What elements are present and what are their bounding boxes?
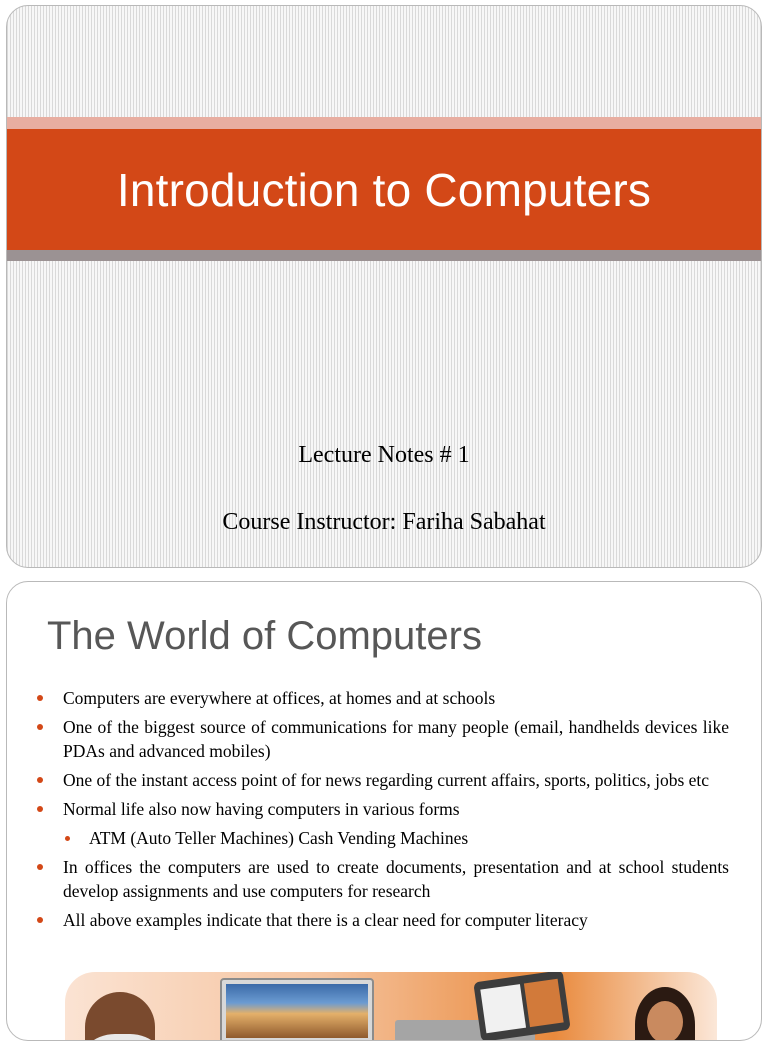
bullet-item: Computers are everywhere at offices, at homes and at schools — [33, 686, 729, 710]
lecture-notes-label: Lecture Notes # 1 — [298, 442, 470, 468]
content-slide — [6, 581, 762, 1041]
course-instructor-label: Course Instructor: Fariha Sabahat — [222, 509, 546, 535]
slide-heading: The World of Computers — [47, 614, 482, 658]
computers-illustration — [65, 972, 717, 1041]
desktop-monitor-icon — [220, 978, 374, 1041]
bullet-list — [33, 686, 729, 937]
bullet-item: One of the instant access point of for news regarding current affairs, sports, politics, jobs etc — [33, 768, 729, 792]
bullet-item: All above examples indicate that there is a clear need for computer literacy — [33, 908, 729, 932]
title-band-top-stripe — [7, 117, 761, 129]
person-illustration-icon — [85, 992, 155, 1041]
media-device-icon — [473, 972, 570, 1041]
sub-bullet-item: ATM (Auto Teller Machines) Cash Vending Machines — [33, 826, 729, 850]
slide-title: Introduction to Computers — [116, 163, 652, 216]
bullet-item: In offices the computers are used to create documents, presentation and at school students develop assignments and use computers for research — [33, 855, 729, 903]
bullet-item: One of the biggest source of communications for many people (email, handhelds devices like PDAs and advanced mobiles) — [33, 715, 729, 763]
bullet-item: Normal life also now having computers in various forms — [33, 797, 729, 821]
title-slide — [6, 5, 762, 568]
title-band — [7, 129, 761, 250]
title-band-bottom-stripe — [7, 250, 761, 261]
person-illustration-icon — [635, 987, 695, 1041]
